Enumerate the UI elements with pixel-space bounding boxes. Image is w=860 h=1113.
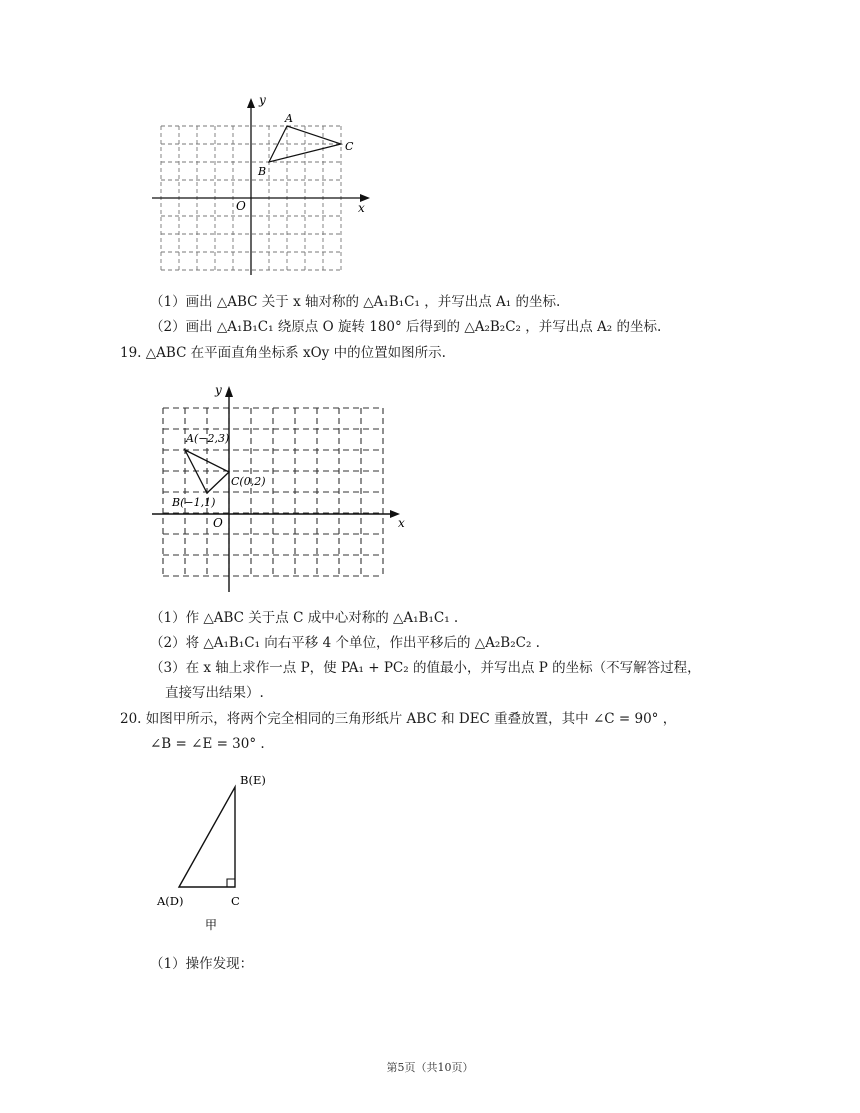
point-b-label: B (258, 165, 267, 178)
page-footer: 第5页（共10页） (386, 1061, 474, 1074)
q19-stem: 19. △ABC 在平面直角坐标系 xOy 中的位置如图所示. (120, 345, 446, 361)
point-c-label: C(0,2) (231, 475, 266, 488)
point-c-label: C (345, 140, 354, 153)
right-triangle (179, 787, 235, 887)
vertex-c-label: C (231, 894, 240, 908)
q20-stem-line2: ∠B = ∠E = 30° . (150, 736, 265, 752)
x-axis-label: x (358, 201, 365, 215)
x-axis-label: x (398, 516, 405, 530)
y-axis-label: y (215, 383, 222, 397)
q18-part1: （1）画出 △ABC 关于 x 轴对称的 △A₁B₁C₁ ，并写出点 A₁ 的坐标. (150, 294, 561, 310)
y-axis-arrow (225, 386, 233, 397)
q20-stem-line1: 20. 如图甲所示，将两个完全相同的三角形纸片 ABC 和 DEC 重叠放置，其中 ∠C = 90° ， (120, 711, 677, 727)
origin-label: O (236, 199, 246, 213)
point-a-label: A(−2,3) (186, 432, 230, 445)
figure-q19-grid (145, 378, 415, 593)
vertex-be-label: B(E) (240, 773, 266, 787)
figure-caption: 甲 (205, 918, 218, 932)
q18-part2: （2）画出 △A₁B₁C₁ 绕原点 O 旋转 180° 后得到的 △A₂B₂C₂ ，并写出点 A₂ 的坐标. (150, 319, 662, 335)
y-axis-arrow (247, 98, 255, 108)
q19-part3-line1: （3）在 x 轴上求作一点 P，使 PA₁ + PC₂ 的值最小，并写出点 P 的坐标（不写解答过程， (150, 660, 701, 676)
q19-part3-line2: 直接写出结果）. (165, 685, 264, 701)
figure-q18-grid (145, 90, 385, 285)
right-angle-mark (227, 879, 235, 887)
q20-part1: （1）操作发现： (150, 956, 254, 972)
point-a-label: A (285, 112, 293, 125)
point-b-label: B(−1,1) (172, 496, 216, 509)
figure-q20-triangle (150, 768, 280, 938)
q19-part2: （2）将 △A₁B₁C₁ 向右平移 4 个单位，作出平移后的 △A₂B₂C₂ . (150, 635, 540, 651)
origin-label: O (213, 516, 223, 530)
vertex-ad-label: A(D) (157, 894, 184, 908)
y-axis-label: y (259, 93, 266, 107)
q19-part1: （1）作 △ABC 关于点 C 成中心对称的 △A₁B₁C₁ . (150, 610, 459, 626)
